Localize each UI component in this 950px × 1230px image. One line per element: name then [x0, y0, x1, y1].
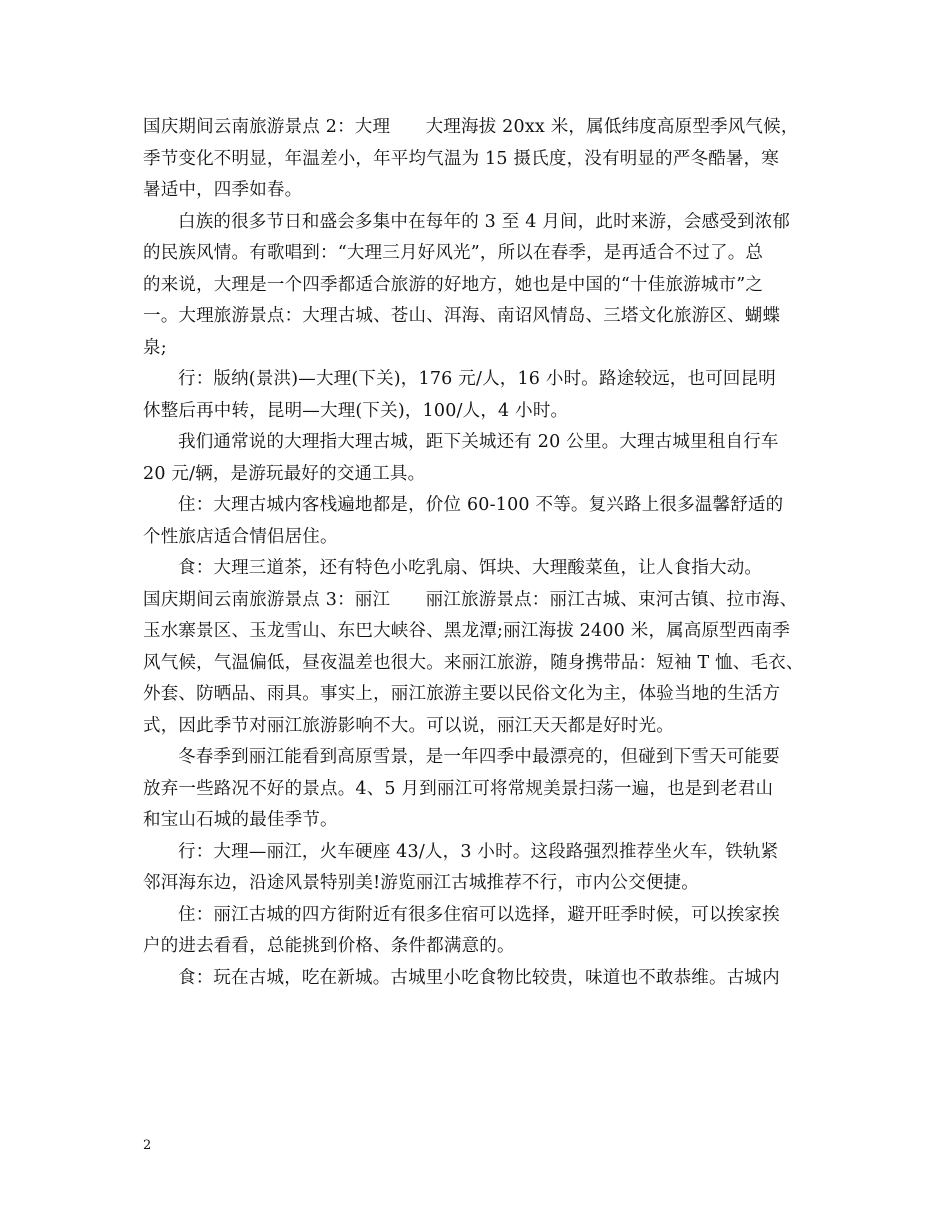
paragraph-start: 行：大理—丽江，火车硬座 43/人，3 小时。这段路强烈推荐坐火车，铁轨紧 [178, 841, 779, 862]
section-heading-lijiang: 国庆期间云南旅游景点 3：丽江 丽江旅游景点：丽江古城、束河古镇、拉市海、 [143, 589, 798, 610]
paragraph-start: 住：丽江古城的四方街附近有很多住宿可以选择，避开旺季时候，可以挨家挨 [178, 904, 780, 925]
paragraph-start: 我们通常说的大理指大理古城，距下关城还有 20 公里。大理古城里租自行车 [178, 432, 779, 452]
text-line: 玉水寨景区、玉龙雪山、东巴大峡谷、黑龙潭;丽江海拔 2400 米，属高原型西南季 [143, 621, 791, 641]
text-line: 式，因此季节对丽江旅游影响不大。可以说，丽江天天都是好时光。 [143, 715, 674, 736]
text-line: 个性旅店适合情侣居住。 [143, 526, 338, 547]
text-line: 20 元/辆，是游玩最好的交通工具。 [143, 463, 426, 484]
text-line: 放弃一些路况不好的景点。4、5 月到丽江可将常规美景扫荡一遍，也是到老君山 [143, 778, 774, 799]
paragraph-start: 白族的很多节日和盛会多集中在每年的 3 至 4 月间，此时来游，会感受到浓郁 [178, 211, 791, 232]
text-line: 休整后再中转，昆明—大理(下关)，100/人，4 小时。 [143, 400, 569, 421]
paragraph-start: 冬春季到丽江能看到高原雪景，是一年四季中最漂亮的，但碰到下雪天可能要 [178, 747, 780, 767]
document-body [143, 112, 813, 994]
text-line: 季节变化不明显，年温差小，年平均气温为 15 摄氏度，没有明显的严冬酷暑，寒 [143, 148, 779, 169]
section-heading-dali: 国庆期间云南旅游景点 2：大理 大理海拔 20xx 米，属低纬度高原型季风气候， [143, 117, 799, 137]
text-line: 的民族风情。有歌唱到：“大理三月好风光”，所以在春季，是再适合不过了。总 [143, 243, 764, 263]
paragraph-start: 食：玩在古城，吃在新城。古城里小吃食物比较贵，味道也不敢恭维。古城内 [178, 967, 780, 988]
text-line: 暑适中，四季如春。 [143, 180, 303, 200]
paragraph-start: 行：版纳(景洪)—大理(下关)，176 元/人，16 小时。路途较远，也可回昆明 [178, 369, 776, 389]
text-line: 户的进去看看，总能挑到价格、条件都满意的。 [143, 936, 515, 956]
text-line: 一。大理旅游景点：大理古城、苍山、洱海、南诏风情岛、三塔文化旅游区、蝴蝶 [143, 306, 781, 326]
text-line: 泉; [143, 337, 167, 358]
page-number: 2 [143, 1138, 152, 1153]
text-line: 的来说，大理是一个四季都适合旅游的好地方，她也是中国的“十佳旅游城市”之 [143, 274, 764, 295]
text-line: 和宝山石城的最佳季节。 [143, 810, 338, 830]
text-line: 邻洱海东边，沿途风景特别美!游览丽江古城推荐不行，市内公交便捷。 [143, 873, 699, 893]
text-line: 外套、防晒品、雨具。事实上，丽江旅游主要以民俗文化为主，体验当地的生活方 [143, 684, 781, 704]
paragraph-start: 食：大理三道茶，还有特色小吃乳扇、饵块、大理酸菜鱼，让人食指大动。 [178, 558, 763, 578]
text-line: 风气候，气温偏低，昼夜温差也很大。来丽江旅游，随身携带品：短袖 T 恤、毛衣、 [143, 652, 804, 673]
paragraph-start: 住：大理古城内客栈遍地都是，价位 60-100 不等。复兴路上很多温馨舒适的 [178, 495, 784, 515]
